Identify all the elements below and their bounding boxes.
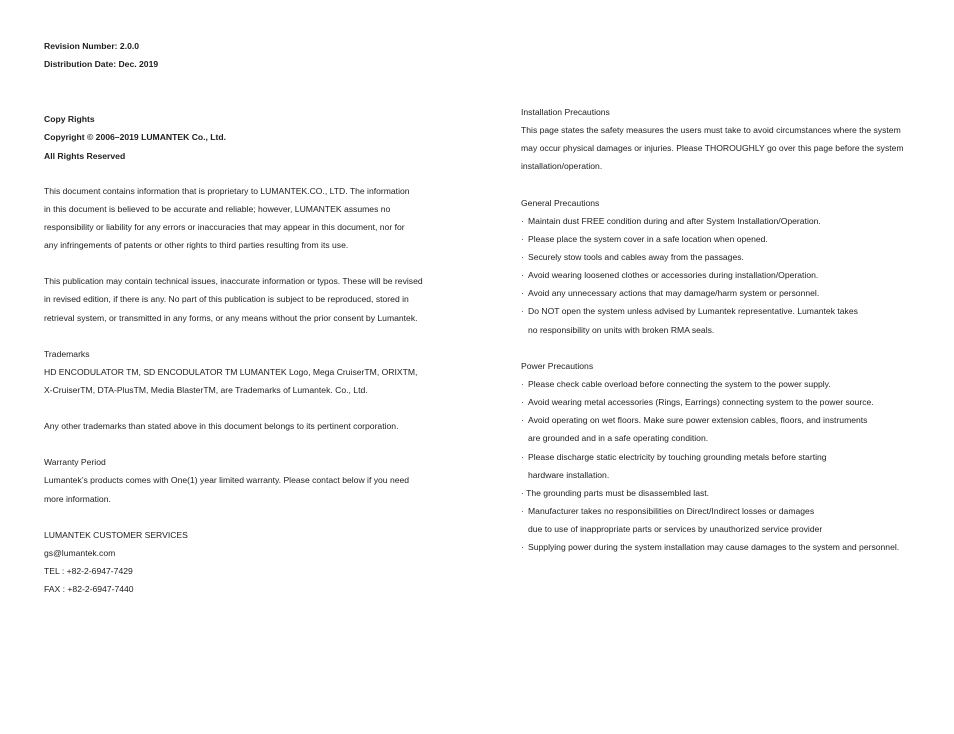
list-item-text: Do NOT open the system unless advised by Lumantek representative. Lumantek takes (528, 306, 858, 317)
list-item-text: Securely stow tools and cables away from the passages. (528, 252, 744, 263)
paragraph-line: This document contains information that is proprietary to LUMANTEK.CO., LTD. The information (44, 185, 410, 196)
services-email: gs@lumantek.com (44, 547, 116, 558)
list-item-text: Avoid operating on wet floors. Make sure power extension cables, floors, and instruments (528, 415, 868, 426)
publication-paragraph (44, 272, 474, 326)
other-trademarks: Any other trademarks than stated above in this document belongs to its pertinent corporation. (44, 421, 399, 432)
list-item-text: Please discharge static electricity by touching grounding metals before starting (528, 451, 827, 462)
list-item-text: Avoid any unnecessary actions that may damage/harm system or personnel. (528, 288, 820, 299)
paragraph-line: This publication may contain technical issues, inaccurate information or typos. These will be revised (44, 276, 423, 287)
warranty-title: Warranty Period (44, 457, 106, 468)
left-column (44, 37, 474, 598)
installation-line: This page states the safety measures the users must take to avoid circumstances where the system (521, 125, 901, 136)
list-item-text: Supplying power during the system installation may cause damages to the system and personnel. (528, 542, 900, 553)
bullet-dot: · (521, 397, 524, 408)
list-item-text: Avoid wearing metal accessories (Rings, Earrings) connecting system to the power source. (528, 397, 874, 408)
bullet-dot: · (521, 378, 524, 389)
list-item (521, 375, 946, 393)
bullet-dot: · (521, 505, 524, 516)
trademarks-title: Trademarks (44, 348, 90, 359)
trademarks-line: X-CruiserTM, DTA-PlusTM, Media BlasterTM, are Trademarks of Lumantek. Co., Ltd. (44, 384, 368, 395)
list-item (521, 411, 946, 429)
power-list (521, 375, 946, 557)
list-item: · The grounding parts must be disassembled last. (521, 487, 710, 498)
services-fax: FAX : +82-2-6947-7440 (44, 584, 134, 595)
bullet-dot: · (521, 451, 524, 462)
paragraph-line: retrieval system, or transmitted in any forms, or any means without the prior consent by Lumantek. (44, 312, 418, 323)
services-title: LUMANTEK CUSTOMER SERVICES (44, 529, 188, 540)
list-item (521, 212, 946, 230)
bullet-dot: · (521, 415, 524, 426)
services-tel: TEL : +82-2-6947-7429 (44, 565, 133, 576)
paragraph-line: responsibility or liability for any errors or inaccuracies that may appear in this document, nor for (44, 221, 405, 232)
general-list (521, 212, 946, 339)
paragraph-line: in revised edition, if there is any. No part of this publication is subject to be reproduced, stored in (44, 294, 409, 305)
revision-number: Revision Number: 2.0.0 (44, 41, 140, 51)
general-title: General Precautions (521, 197, 600, 208)
installation-line: installation/operation. (521, 161, 603, 172)
list-item-text: Maintain dust FREE condition during and after System Installation/Operation. (528, 215, 821, 226)
list-item-continuation: no responsibility on units with broken RMA seals. (528, 324, 715, 335)
list-item (521, 284, 946, 302)
list-item-continuation: due to use of inappropriate parts or services by unauthorized service provider (528, 524, 823, 535)
list-item (521, 393, 946, 411)
list-item (521, 448, 946, 466)
list-item (521, 302, 946, 320)
bullet-dot: · (521, 215, 524, 226)
paragraph-line: any infringements of patents or other rights to third parties resulting from its use. (44, 240, 349, 251)
proprietary-paragraph (44, 182, 474, 255)
list-item (521, 248, 946, 266)
warranty-line: more information. (44, 493, 111, 504)
bullet-dot: · (521, 252, 524, 263)
bullet-dot: · (521, 288, 524, 299)
list-item-text: Please check cable overload before connecting the system to the power supply. (528, 378, 831, 389)
installation-line: may occur physical damages or injuries. Please THOROUGHLY go over this page before the system (521, 143, 904, 154)
list-item-text: Manufacturer takes no responsibilities on Direct/Indirect losses or damages (528, 505, 815, 516)
list-item-text: Please place the system cover in a safe location when opened. (528, 233, 768, 244)
copyright-line: Copyright © 2006–2019 LUMANTEK Co., Ltd. (44, 132, 227, 143)
list-item (521, 502, 946, 520)
list-item-text: Avoid wearing loosened clothes or accessories during installation/Operation. (528, 270, 819, 281)
list-item-continuation: are grounded and in a safe operating condition. (528, 433, 709, 444)
installation-title: Installation Precautions (521, 107, 610, 117)
power-title: Power Precautions (521, 360, 594, 371)
paragraph-line: in this document is believed to be accurate and reliable; however, LUMANTEK assumes no (44, 203, 391, 214)
bullet-dot: · (521, 270, 524, 281)
list-item (521, 230, 946, 248)
copyrights-title: Copy Rights (44, 114, 95, 125)
trademarks-line: HD ENCODULATOR TM, SD ENCODULATOR TM LUMANTEK Logo, Mega CruiserTM, ORIXTM, (44, 366, 418, 377)
bullet-dot: · (521, 233, 524, 244)
bullet-dot: · (521, 306, 524, 317)
list-item (521, 538, 946, 556)
bullet-dot: · (521, 542, 524, 553)
distribution-date: Distribution Date: Dec. 2019 (44, 59, 159, 70)
right-column (521, 103, 946, 556)
warranty-line: Lumantek’s products comes with One(1) year limited warranty. Please contact below if you need (44, 475, 410, 486)
rights-reserved: All Rights Reserved (44, 150, 126, 161)
list-item-continuation: hardware installation. (528, 469, 610, 480)
list-item (521, 266, 946, 284)
